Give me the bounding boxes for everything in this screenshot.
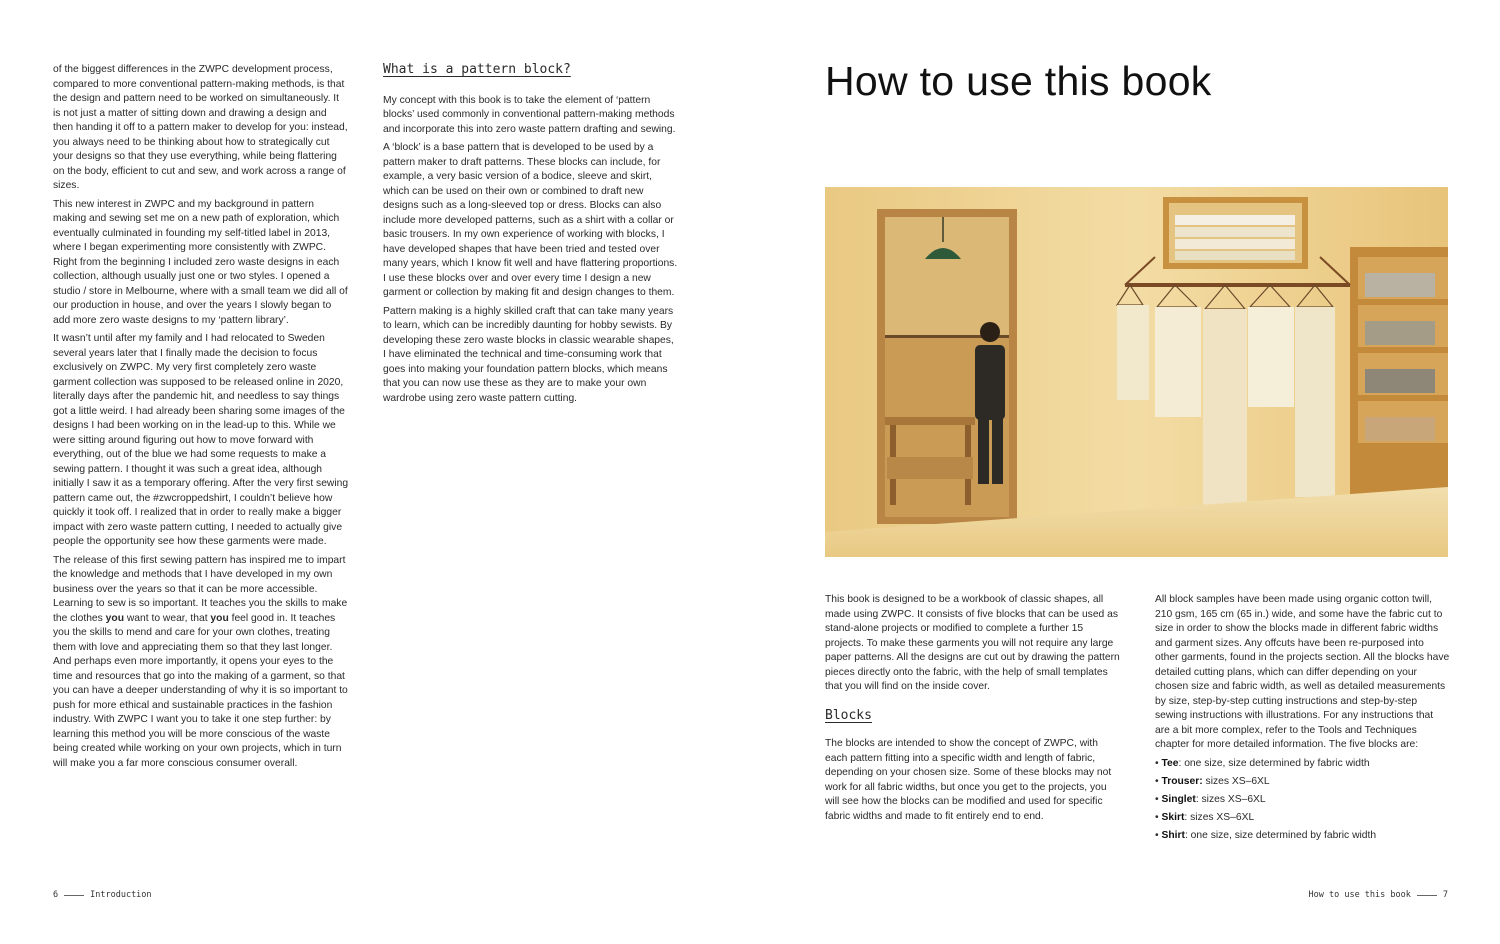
block-name: Tee: [1161, 757, 1179, 769]
bullet: •: [1155, 829, 1159, 841]
bullet: •: [1155, 757, 1159, 769]
intro-paragraph: This book is designed to be a workbook of classic shapes, all made using ZWPC. It consists of five blocks that can be used as stand-alone projects or modified to complete a further 15 projects. To make these garments you will not require any large paper patterns. All the designs are cut out by drawing the pattern pieces directly onto the fabric, with the help of small templates that you will find on the inside cover.: [825, 594, 1120, 692]
body-paragraph: The blocks are intended to show the concept of ZWPC, with each pattern fitting into a specific width and length of fabric, depending on your chosen size. Some of these blocks may not work for all fabric widths, but once you get to the projects, you will see how the blocks can be modified and used for specific fabric widths and made to fit entirely end to end.: [825, 738, 1112, 822]
block-detail: sizes XS–6XL: [1202, 775, 1270, 787]
list-item: [1155, 793, 1450, 808]
list-item: [1155, 811, 1450, 826]
running-head: How to use this book: [1308, 890, 1411, 900]
list-item: [1155, 757, 1450, 772]
body-paragraph: [53, 554, 349, 772]
folio-rule: [1417, 895, 1437, 896]
left-column-2: [383, 63, 679, 410]
block-detail: : sizes XS–6XL: [1184, 811, 1255, 823]
body-paragraph: A ‘block’ is a base pattern that is developed to be used by a pattern maker to draft patterns. These blocks can include, for example, a very basic version of a bodice, sleeve and skirt, which can be used on their own or combined to draft new designs such as a long-sleeved top or dress. Blocks can also include more developed patterns, such as a shirt with a collar or basic trousers. In my own experience of working with blocks, I have developed shapes that have been tried and tested over many years, which I know fit well and have flattering proportions. I use these blocks over and over every time I design a new garment or collection by making fit and design changes to them.: [383, 142, 678, 298]
block-name: Trouser:: [1161, 775, 1203, 787]
body-paragraph: It wasn’t until after my family and I had relocated to Sweden several years later that I finally made the decision to focus exclusively on ZWPC. My very first completely zero waste garment collection was supposed to be released online in 2020, literally days after the pandemic hit, and needless to say things got a little weird. I had already been sharing some images of the designs I had been working on in the lead-up to this. While we were sitting around figuring out how to move forward with everything, out of the blue we had some requests to make a sewing pattern. I thought it was such a great idea, although initially I saw it as a temporary offering. After the very first sewing pattern came out, the #zwcroppedshirt, I couldn’t believe how quickly it took off. I realized that in order to really make a bigger impact with zero waste pattern cutting, I needed to actually give people the opportunity see how these garments were made.: [53, 333, 349, 547]
right-column-1: [825, 593, 1120, 828]
text-run: want to wear, that: [123, 612, 211, 624]
block-detail: : one size, size determined by fabric width: [1178, 757, 1370, 769]
bullet: •: [1155, 775, 1159, 787]
body-paragraph: Pattern making is a highly skilled craft that can take many years to learn, which can be incredibly daunting for hobby sewists. By developing these zero waste blocks in classic wearable shapes, I have eliminated the technical and time-consuming work that goes into making your foundation pattern blocks, which means that you can now use these as they are to make your own wardrobe using zero waste pattern cutting.: [383, 305, 674, 404]
text-run: The release of this first sewing pattern has inspired me to impart the knowledge and methods that I have developed in my own business over the years so that it can be more accessible. Learning to sew is so important. It teaches you the skills to make the clothes: [53, 554, 348, 624]
block-detail: : sizes XS–6XL: [1195, 793, 1266, 805]
emphasis: you: [105, 612, 124, 624]
bullet: •: [1155, 811, 1159, 823]
body-paragraph: of the biggest differences in the ZWPC development process, compared to more conventional pattern-making methods, is that the design and pattern need to be worked on simultaneously. It is not just a matter of sitting down and drawing a design and then handing it off to a pattern maker to develop for you: instead, you always need to be thinking about how to strategically cut your designs so that they use everything, while being flattering on the body, efficient to cut and sew, and work across a range of sizes.: [53, 64, 348, 191]
body-paragraph: My concept with this book is to take the element of ‘pattern blocks’ used commonly in conventional pattern-making methods and incorporate this into zero waste pattern drafting and sewing.: [383, 94, 676, 135]
running-head: Introduction: [90, 890, 152, 900]
block-name: Skirt: [1161, 811, 1185, 823]
page-number: 7: [1442, 890, 1448, 900]
left-column-1: [53, 63, 349, 775]
emphasis: you: [210, 612, 229, 624]
list-item: [1155, 775, 1450, 790]
block-name: Shirt: [1161, 829, 1185, 841]
folio-rule: [64, 895, 84, 896]
body-paragraph: All block samples have been made using organic cotton twill, 210 gsm, 165 cm (65 in.) wide, and some have the fabric cut to size in order to show the blocks made in different fabric widths and garment sizes. Any offcuts have been re-purposed into other garments, found in the projects section. All the blocks have detailed cutting plans, which can differ depending on your chosen size and fabric width, as well as detailed measurements by size, step-by-step cutting instructions and step-by-step sewing instructions with illustrations. For any instructions that are a bit more complex, refer to the Tools and Techniques chapter for more detailed information. The five blocks are:: [1155, 594, 1450, 750]
right-column-2: [1155, 593, 1450, 847]
block-name: Singlet: [1161, 793, 1196, 805]
bullet: •: [1155, 793, 1159, 805]
text-run: feel good in. It teaches you the skills to mend and care for your own clothes, treating them with love and appreciating them so that they last longer. And perhaps even more importantly, it opens your eyes to the time and resources that go into the making of a garment, so that you can have a deeper understanding of why it is so important to push for more ethical and sustainable practices in the fashion industry. With ZWPC I want you to take it one step further: by learning this method you will be more conscious of the waste being created while working on your own projects, which in turn will make you a far more conscious consumer overall.: [53, 612, 348, 769]
studio-photo: [825, 187, 1448, 557]
section-heading: What is a pattern block?: [383, 62, 571, 77]
body-paragraph: This new interest in ZWPC and my background in pattern making and sewing set me on a new path of exploration, which eventually culminated in founding my self-titled label in 2013, where I began experimenting more consistently with ZWPC. Right from the beginning I included zero waste designs in each collection, although usually just one or two styles. I opened a studio / store in Melbourne, where with a small team we did all of our production in house, and over the years I slowly began to add more zero waste designs to my ‘pattern library’.: [53, 198, 348, 326]
page-number: 6: [53, 890, 59, 900]
block-detail: : one size, size determined by fabric width: [1184, 829, 1377, 841]
section-heading-blocks: Blocks: [825, 707, 872, 723]
page-title: How to use this book: [825, 58, 1212, 104]
blocks-list: [1155, 757, 1450, 844]
folio-left: [53, 890, 152, 900]
list-item: [1155, 829, 1450, 844]
folio-right: [1309, 890, 1448, 900]
studio-photo-illustration: [825, 187, 1448, 557]
